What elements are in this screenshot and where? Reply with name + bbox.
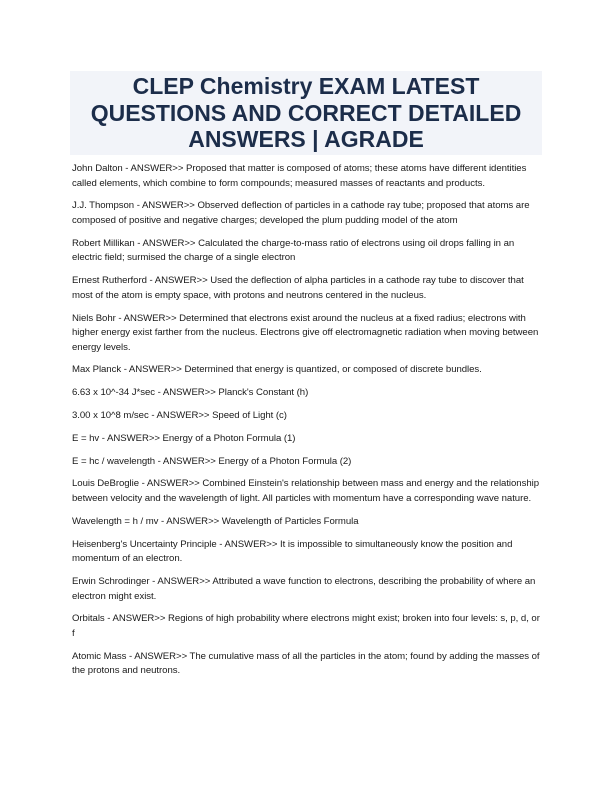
qa-item-john-dalton: John Dalton - ANSWER>> Proposed that matter is composed of atoms; these atoms have different identities called elements, which combine to form compounds; measured masses of reactants and products. [72, 163, 527, 189]
qa-list [72, 162, 542, 687]
qa-item-ernest-rutherford: Ernest Rutherford - ANSWER>> Used the deflection of alpha particles in a cathode ray tube to discover that most of the atom is empty space, with protons and neutrons centered in the nucleus. [72, 275, 524, 301]
qa-item-robert-millikan: Robert Millikan - ANSWER>> Calculated the charge-to-mass ratio of electrons using oil drops falling in an electric field; surmised the charge of a single electron [72, 237, 515, 264]
qa-item-louis-debroglie: Louis DeBroglie - ANSWER>> Combined Einstein's relationship between mass and energy and the relationship between velocity and the wavelength of light. All particles with momentum have a corresponding wave nature. [72, 478, 539, 504]
qa-item-orbitals: Orbitals - ANSWER>> Regions of high probability where electrons might exist; broken into four levels: s, p, d, or f [72, 613, 540, 639]
qa-item-jj-thompson: J.J. Thompson - ANSWER>> Observed deflection of particles in a cathode ray tube; proposed that atoms are composed of positive and negative charges; developed the plum pudding model of the atom [72, 200, 530, 226]
qa-item-max-planck: Max Planck - ANSWER>> Determined that energy is quantized, or composed of discrete bundles. [72, 364, 482, 376]
page-title: CLEP Chemistry EXAM LATEST QUESTIONS AND CORRECT DETAILED ANSWERS | AGRADE [90, 73, 522, 153]
qa-item-erwin-schrodinger: Erwin Schrodinger - ANSWER>> Attributed a wave function to electrons, describing the probability of where an electron might exist. [72, 575, 536, 602]
qa-item-speed-of-light: 3.00 x 10^8 m/sec - ANSWER>> Speed of Light (c) [72, 410, 287, 422]
qa-item-heisenberg: Heisenberg's Uncertainty Principle - ANSWER>> It is impossible to simultaneously know the position and momentum of an electron. [72, 538, 513, 565]
qa-item-particle-wavelength: Wavelength = h / mv - ANSWER>> Wavelength of Particles Formula [72, 515, 359, 527]
qa-item-photon-energy-2: E = hc / wavelength - ANSWER>> Energy of a Photon Formula (2) [72, 455, 352, 467]
qa-item-plancks-constant: 6.63 x 10^-34 J*sec - ANSWER>> Planck's Constant (h) [72, 387, 309, 399]
qa-item-photon-energy-1: E = hv - ANSWER>> Energy of a Photon Formula (1) [72, 432, 296, 444]
qa-item-atomic-mass: Atomic Mass - ANSWER>> The cumulative mass of all the particles in the atom; found by adding the masses of the protons and neutrons. [72, 650, 540, 677]
title-banner [70, 71, 542, 155]
qa-item-niels-bohr: Niels Bohr - ANSWER>> Determined that electrons exist around the nucleus at a fixed radius; electrons with higher energy exist farther from the nucleus. Electrons give off electromagnetic radiation when moving between energy levels. [72, 312, 539, 353]
